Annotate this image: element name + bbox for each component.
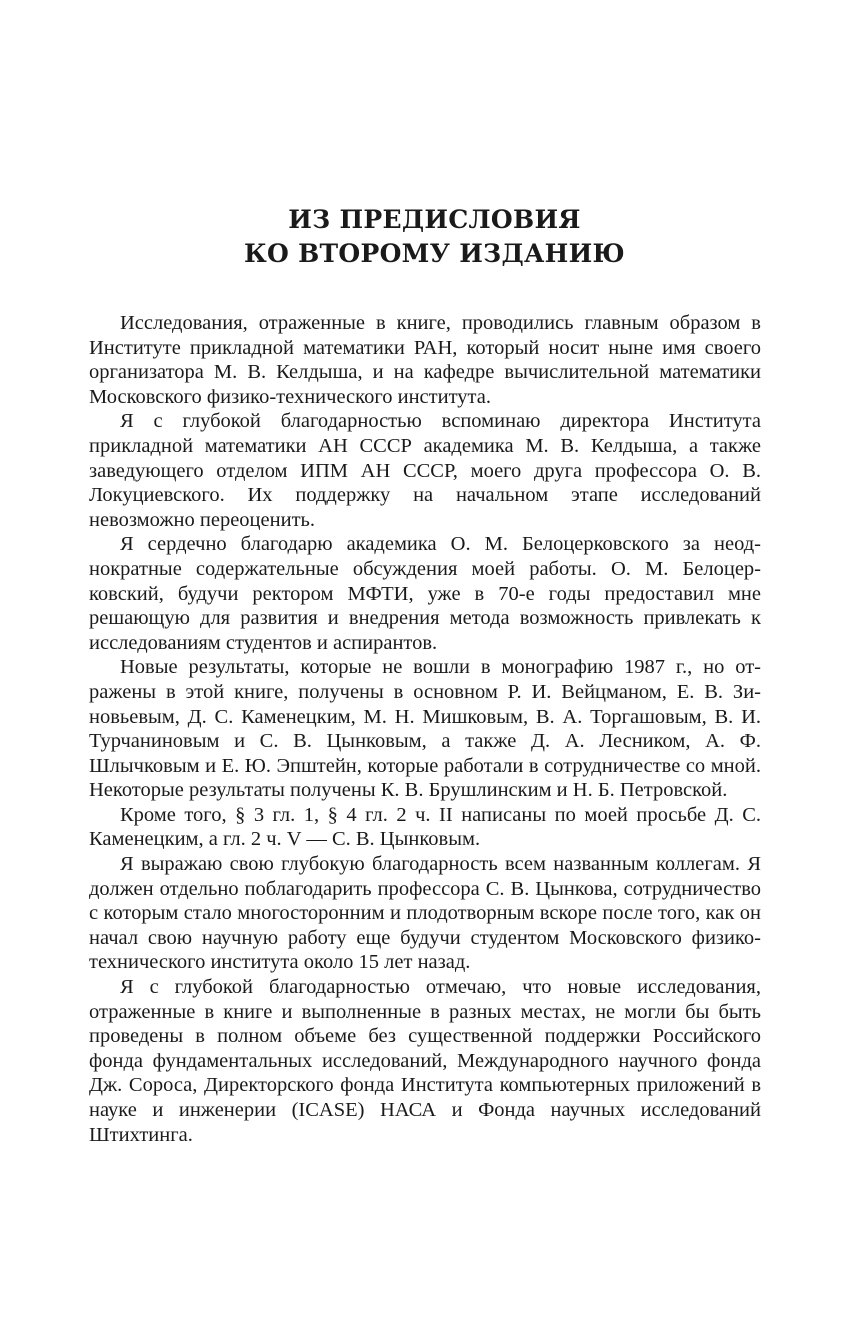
paragraph-6: Я выражаю свою глубокую благодарность всем названным коллегам. Я должен отдельно поблагодарить профессора С. В. Цынкова, сотрудничество с которым стало многосторонним и плодотворным вскоре после того, как он начал свою научную работу еще будучи студентом Московского физико-технического института около 15 лет назад.: [89, 853, 761, 974]
paragraph-7: Я с глубокой благодарностью отмечаю, что новые исследования, отраженные в книге и выполненные в разных местах, не могли бы быть проведены в полном объеме без существенной поддержки Российского фонда фундаментальных исследований, Международного научного фонда Дж. Сороса, Директорского фонда Института компьютерных приложений в науке и инженерии (ICASE) НАСА и Фонда научных исследований Штихтинга.: [89, 976, 761, 1146]
paragraph-5: Кроме того, § 3 гл. 1, § 4 гл. 2 ч. II написаны по моей просьбе Д. С. Каменецким, а гл. 2 ч. V — С. В. Цынковым.: [89, 803, 761, 851]
title-line-1: ИЗ ПРЕДИСЛОВИЯ: [288, 205, 581, 234]
page-title: [0, 203, 857, 271]
preface-body: [89, 311, 761, 1147]
paragraph-3: Я сердечно благодарю академика О. М. Белоцерковского за неоднократные содержательные обсуждения моей работы. О. М. Белоцерковский, будучи ректором МФТИ, уже в 70-е годы предоставил мне решающую для развития и внедрения метода возможность привлекать к исследованиям студентов и аспирантов.: [89, 533, 761, 654]
paragraph-2: Я с глубокой благодарностью вспоминаю директора Института прикладной математики АН СССР академика М. В. Келдыша, а также заведующего отделом ИПМ АН СССР, моего друга профессора О. В. Локуциевского. Их поддержку на начальном этапе исследований невозможно переоценить.: [89, 410, 761, 531]
title-line-2: КО ВТОРОМУ ИЗДАНИЮ: [243, 239, 626, 268]
paragraph-1: Исследования, отраженные в книге, проводились главным образом в Институте прикладной математики РАН, который носит ныне имя своего организатора М. В. Келдыша, и на кафедре вычислительной математики Московского физико-технического института.: [89, 312, 761, 408]
paragraph-4: Новые результаты, которые не вошли в монографию 1987 г., но отражены в этой книге, получены в основном Р. И. Вейцманом, Е. В. Зиновьевым, Д. С. Каменецким, М. Н. Мишковым, В. А. Торгашовым, В. И. Турчаниновым и С. В. Цынковым, а также Д. А. Лесником, А. Ф. Шлычковым и Е. Ю. Эпштейн, которые работали в сотрудничестве со мной. Некоторые результаты получены К. В. Брушлинским и Н. Б. Петровской.: [89, 656, 761, 802]
